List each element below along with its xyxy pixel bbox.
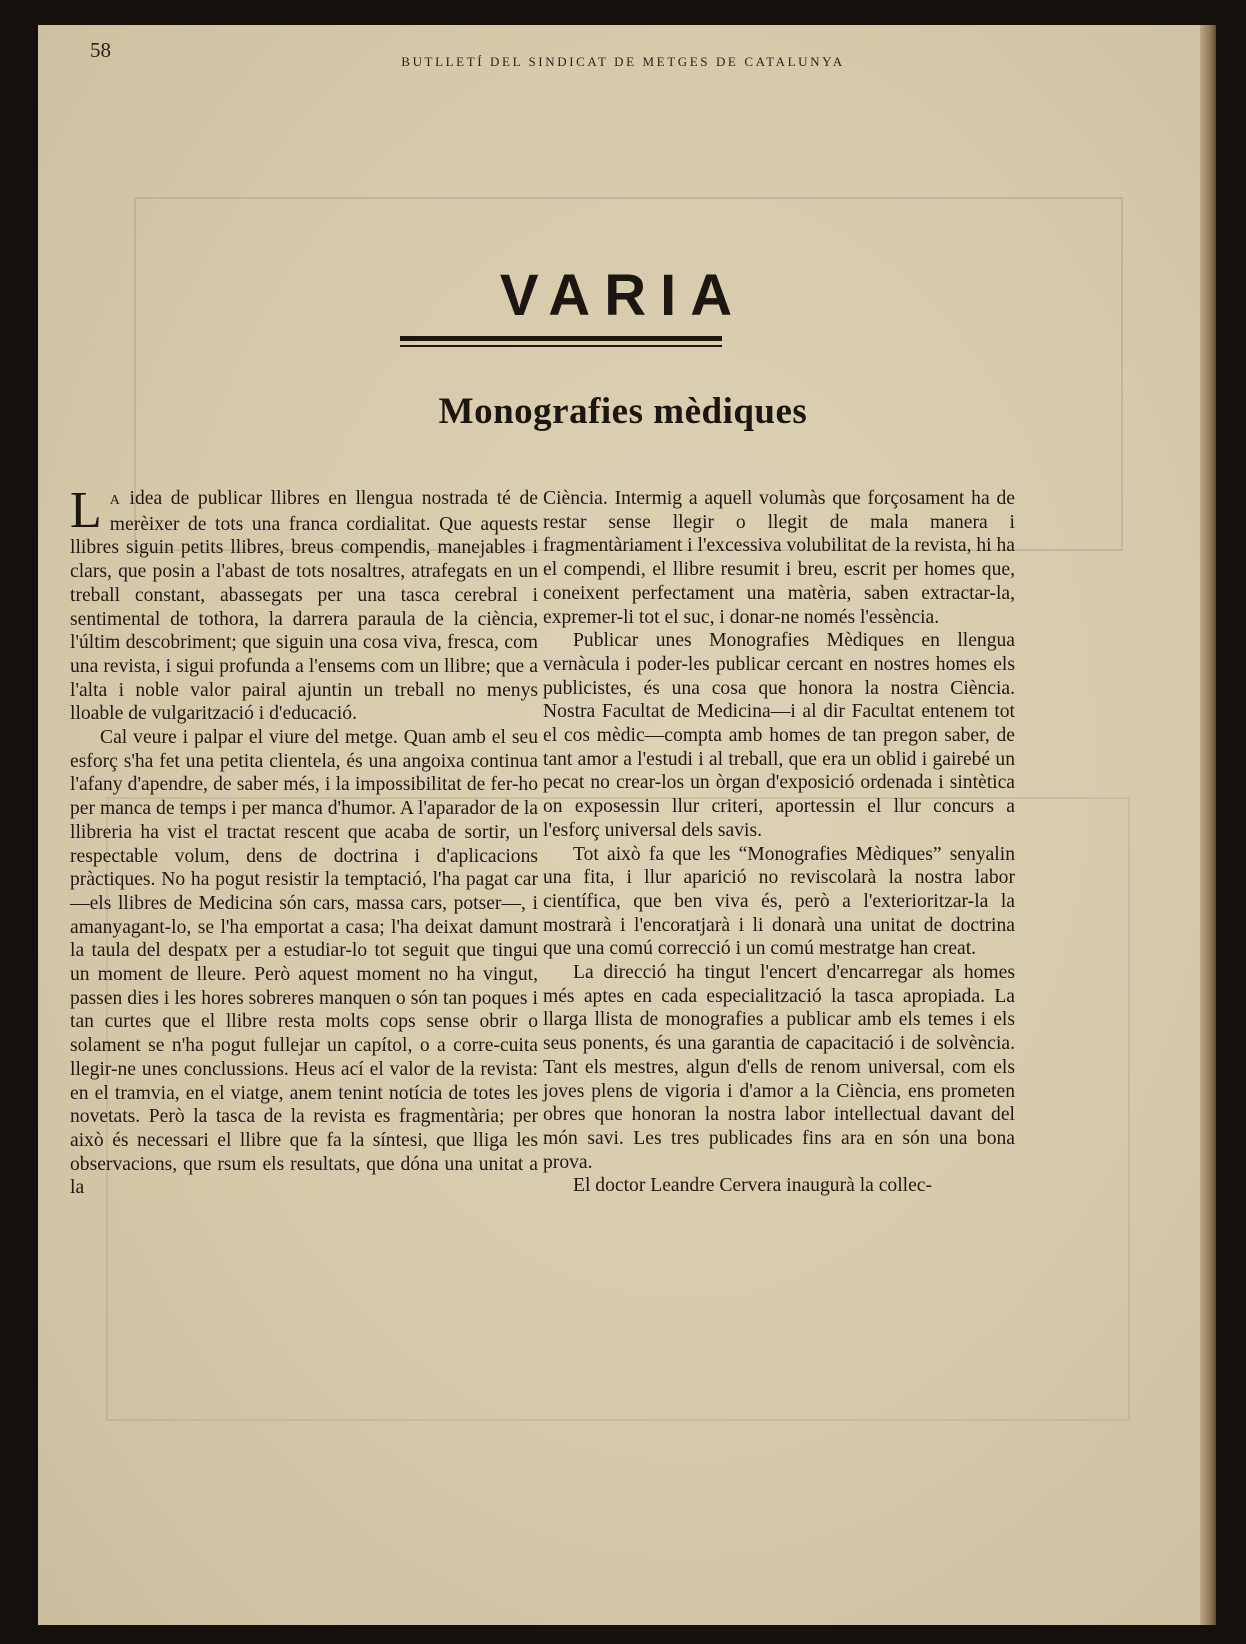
article-title: Monografies mèdiques bbox=[438, 391, 808, 432]
title-rule-thick bbox=[400, 336, 722, 341]
paragraph-1-text: idea de publicar llibres en llengua nostrada té de merèixer de tots una franca cordialitat. Que aquests llibres siguin petits llibres, breus compendis, manejables i clars, que posin a l'abast de tots nosaltres, atrafegats en un treball constant, abassegats per una tasca cerebral i sentimental de tothora, la darrera paraula de la ciència, l'últim descobriment; que siguin una cosa viva, fresca, com una revista, i sigui profunda a l'ensems com un llibre; que a l'alta i noble valor pairal ajuntin un treball no menys lloable de vulgarització i d'educació. bbox=[70, 488, 538, 725]
paragraph-5: La direcció ha tingut l'encert d'encarregar als homes més aptes en cada especialització la tasca apropiada. La llarga llista de monografies a publicar amb els temes i els seus ponents, és una garantia de capacitació i de solvència. Tant els mestres, algun d'ells de renom universal, com els joves plens de vigoria i d'amor a la Ciència, ens prometen obres que honoran la nostra labor intellectual davant del món savi. Les tres publicades fins ara en són una bona prova. bbox=[543, 962, 1015, 1173]
title-rule-thin bbox=[400, 345, 722, 347]
paragraph-continuation: Ciència. Intermig a aquell volumàs que forçosament ha de restar sense llegir o llegit de mala manera i fragmentàriament i l'excessiva volubilitat de la revista, hi ha el compendi, el llibre resumit i breu, escrit per homes que, coneixent perfectament una matèria, saben extractar-la, expremer-li tot el suc, i donar-ne només l'essència. bbox=[543, 488, 1015, 628]
first-word-rest: A bbox=[109, 493, 121, 508]
running-head: BUTLLETÍ DEL SINDICAT DE METGES DE CATALUNYA bbox=[401, 54, 845, 69]
paragraph-3: Publicar unes Monografies Mèdiques en llengua vernàcula i poder-les publicar cercant en nostres homes els publicistes, és una cosa que honora la nostra Ciència. Nostra Facultat de Medicina—i al dir Facultat entenem tot el cos mèdic—compta amb homes de tan pregon saber, de tant amor a l'estudi i al treball, que era un oblid i gairebé un pecat no crear-los un òrgan d'exposició ordenada i sintètica on exposessin llur criteri, aportessin el llur concurs a l'esforç universal dels savis. bbox=[543, 630, 1015, 841]
paragraph-1 bbox=[70, 482, 538, 726]
paragraph-2: Cal veure i palpar el viure del metge. Quan amb el seu esforç s'ha fet una petita clientela, és una angoixa continua l'afany d'apendre, de saber més, i la impossibilitat de fer-ho per manca de temps i per manca d'humor. A l'aparador de la llibreria ha vist el tractat rescent que acaba de sortir, un respectable volum, dens de doctrina i d'aplicacions pràctiques. No ha pogut resistir la temptació, l'ha pagat car—els llibres de Medicina són cars, massa cars, potser—, i amanyagant-lo, se l'ha emportat a casa; l'ha deixat damunt la taula del despatx per a estudiar-lo tot seguit que tingui un moment de lleure. Però aquest moment no ha vingut, passen dies i les hores sobreres manquen o són tan poques i tan curtes que el llibre resta molts cops sense obrir o solament se n'ha pogut fullejar un capítol, o a corre-cuita llegir-ne unes conclussions. Heus ací el valor de la revista: en el tramvia, en el viatge, anem tenint notícia de totes les novetats. Però la tasca de la revista es fragmentària; per això és necessari el llibre que fa la síntesi, que lliga les observacions, que rsum els resultats, que dóna una unitat a la bbox=[70, 727, 538, 1199]
section-title: VARIA bbox=[499, 263, 747, 328]
left-column bbox=[70, 482, 538, 1200]
paragraph-6: El doctor Leandre Cervera inaugurà la collec- bbox=[573, 1175, 933, 1197]
drop-cap: L bbox=[70, 482, 102, 539]
page-number: 58 bbox=[90, 38, 111, 62]
paragraph-4: Tot això fa que les “Monografies Mèdiques” senyalin una fita, i llur aparició no reviscolarà la nostra labor científica, que ben viva és, però a l'exterioritzar-la la mostrarà i l'encoratjarà i li donarà una unitat de doctrina que una comú correcció i un comú mestratge han creat. bbox=[543, 843, 1015, 960]
right-column bbox=[543, 487, 1015, 1198]
